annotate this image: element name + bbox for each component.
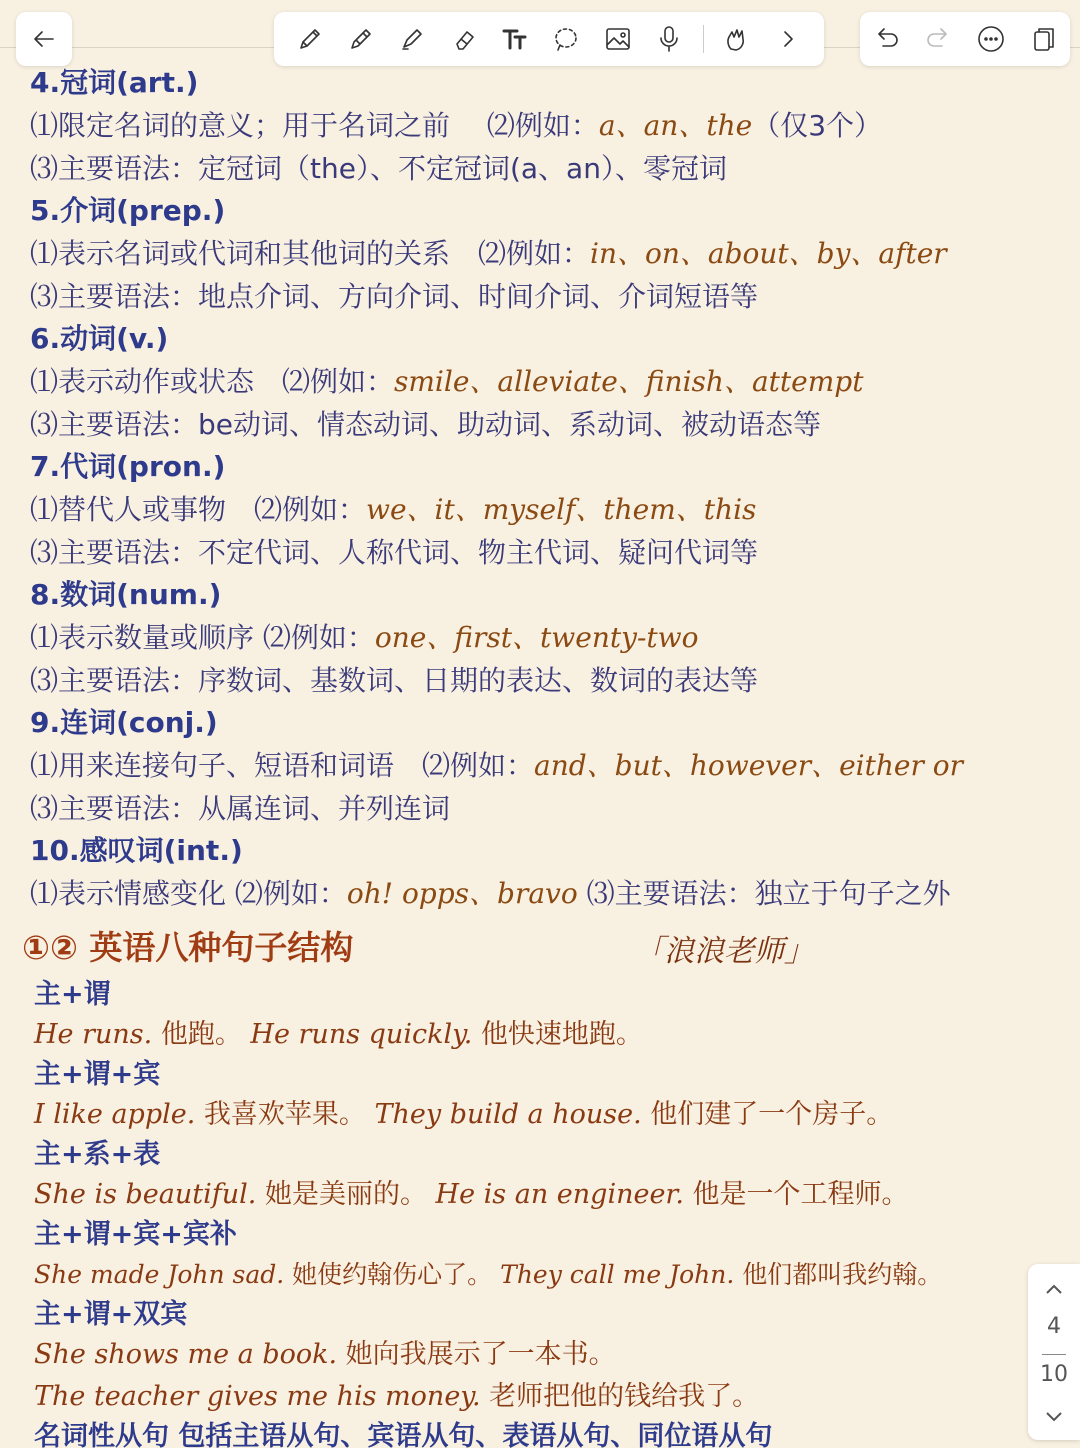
sentence-structures [34,976,1034,1448]
pos-title: 5.介词(prep.) [30,194,226,227]
page-navigator [1028,1264,1080,1440]
section-title: ①② 英语八种句子结构 [22,928,354,967]
pos-line-1: ⑴表示名词或代词和其他词的关系 ⑵例如：in、on、about、by、after [30,237,947,270]
example-sentence: She is beautiful. 她是美丽的。 He is an engineer. 他是一个工程师。 [34,1179,909,1210]
pos-line-2: ⑶主要语法：不定代词、人称代词、物主代词、疑问代词等 [30,536,759,569]
structure-label: 主+谓+宾 [34,1059,161,1090]
pen-icon[interactable] [292,21,328,57]
example-sentence: She made John sad. 她使约翰伤心了。 They call me John. 他们都叫我约翰。 [34,1260,943,1289]
structure-block [34,976,1034,1056]
chevron-down-icon[interactable] [1040,1402,1068,1430]
pos-title: 7.代词(pron.) [30,450,226,483]
structure-block [34,1296,1034,1418]
pos-title: 8.数词(num.) [30,578,222,611]
pos-line-2: ⑶主要语法：从属连词、并列连词 [30,792,451,825]
lasso-icon[interactable] [548,21,584,57]
pos-7 [30,446,1030,574]
structure-block [34,1056,1034,1136]
chevron-up-icon[interactable] [1040,1276,1068,1304]
eraser-icon[interactable] [446,21,482,57]
pos-line-1: ⑴表示情感变化 ⑵例如：oh! opps、bravo ⑶主要语法：独立于句子之外 [30,877,951,910]
pos-title: 4.冠词(art.) [30,66,199,99]
current-page: 4 [1047,1314,1061,1339]
undo-icon[interactable] [868,21,904,57]
author-tag: 「浪浪老师」 [634,934,814,969]
pos-title: 6.动词(v.) [30,322,169,355]
example-sentence: She shows me a book. 她向我展示了一本书。 [34,1339,616,1370]
structure-block [34,1136,1034,1216]
example-sentence: I like apple. 我喜欢苹果。 They build a house. 他们建了一个房子。 [34,1099,894,1130]
pos-line-1: ⑴替代人或事物 ⑵例如：we、it、myself、them、this [30,493,757,526]
pos-line-1: ⑴表示数量或顺序 ⑵例如：one、first、twenty-two [30,621,699,654]
pos-6 [30,318,1030,446]
pos-8 [30,574,1030,702]
more-icon[interactable] [973,21,1009,57]
pages-icon[interactable] [1026,21,1062,57]
back-arrow-icon [26,21,62,57]
pos-9 [30,702,1030,830]
total-pages: 10 [1040,1362,1068,1387]
tool-bar [274,12,824,66]
pen-alt-icon[interactable] [343,21,379,57]
structure-label: 主+谓 [34,979,111,1010]
chevron-right-icon[interactable] [770,21,806,57]
structure-label: 主+谓+宾+宾补 [34,1219,237,1250]
pos-line-2: ⑶主要语法：定冠词（the）、不定冠词(a、an）、零冠词 [30,152,727,185]
pos-line-2: ⑶主要语法：序数词、基数词、日期的表达、数词的表达等 [30,664,759,697]
toolbar-separator [703,25,704,53]
back-button[interactable] [16,12,72,66]
structure-block [34,1216,1034,1296]
pos-title: 9.连词(conj.) [30,706,218,739]
section-header [22,918,1022,974]
pos-5 [30,190,1030,318]
pos-line-1: ⑴限定名词的意义；用于名词之前 ⑵例如：a、an、the（仅3个） [30,109,883,142]
pos-line-1: ⑴表示动作或状态 ⑵例如：smile、alleviate、finish、attempt [30,365,864,398]
parts-of-speech-notes [30,62,1030,915]
example-sentence: The teacher gives me his money. 老师把他的钱给我了。 [34,1381,760,1412]
page-divider [1042,1354,1066,1355]
highlighter-icon[interactable] [394,21,430,57]
text-tool-icon[interactable] [497,21,533,57]
redo-icon[interactable] [921,21,957,57]
cutoff-heading: 名词性从句 包括主语从句、宾语从句、表语从句、同位语从句 [34,1421,773,1448]
pos-line-2: ⑶主要语法：be动词、情态动词、助动词、系动词、被动语态等 [30,408,822,441]
pos-title: 10.感叹词(int.) [30,834,243,867]
pos-10 [30,830,1030,915]
structure-label: 主+谓+双宾 [34,1299,188,1330]
pos-line-2: ⑶主要语法：地点介词、方向介词、时间介词、介词短语等 [30,280,759,313]
microphone-icon[interactable] [651,21,687,57]
action-bar [860,12,1070,66]
structure-label: 主+系+表 [34,1139,161,1170]
image-icon[interactable] [600,21,636,57]
example-sentence: He runs. 他跑。 He runs quickly. 他快速地跑。 [34,1019,643,1050]
pos-4 [30,62,1030,190]
pos-line-1: ⑴用来连接句子、短语和词语 ⑵例如：and、but、however、either or [30,749,963,782]
gesture-icon[interactable] [719,21,755,57]
